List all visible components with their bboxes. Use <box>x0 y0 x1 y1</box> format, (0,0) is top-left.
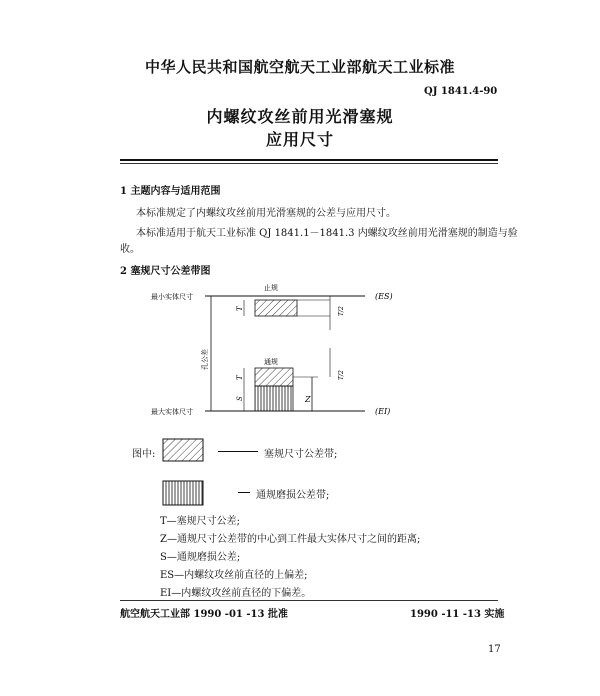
standard-code: QJ 1841.4-90 <box>424 86 498 97</box>
definition-z: Z—通规尺寸公差带的中心到工件最大实体尺寸之间的距离; <box>160 534 421 545</box>
title-rule-thick <box>120 159 498 161</box>
section-1-para-1: 本标准规定了内螺纹攻丝前用光滑塞规的公差与应用尺寸。 <box>136 208 396 219</box>
section-1-heading: 1 主题内容与适用范围 <box>120 186 221 197</box>
legend-vertical-swatch <box>162 480 204 506</box>
go-gauge-band <box>255 368 293 386</box>
z-label: Z <box>305 395 311 404</box>
es-label: (ES) <box>375 292 393 301</box>
legend-hatch-swatch <box>162 438 204 462</box>
ei-label: (EI) <box>375 407 391 416</box>
title-rule-thin <box>120 163 498 164</box>
go-t-label: T <box>236 375 244 380</box>
hole-tolerance-label: 孔公差 <box>201 349 209 370</box>
legend-vertical-label: 通规磨损公差带; <box>256 490 330 501</box>
no-go-t-label: T <box>236 306 244 311</box>
approval-date: 航空航天工业部 1990 -01 -13 批准 <box>120 609 288 620</box>
no-go-half-t-label: T/2 <box>338 306 345 316</box>
go-half-t-label: T/2 <box>338 370 345 380</box>
standard-header: 中华人民共和国航空航天工业部航天工业标准 <box>144 58 455 76</box>
min-material-size-label: 最小实体尺寸 <box>151 293 193 301</box>
tolerance-diagram <box>140 278 410 428</box>
legend-hatch-label: 塞规尺寸公差带; <box>264 449 338 460</box>
section-1-para-2-line-1: 本标准适用于航天工业标准 QJ 1841.1－1841.3 内螺纹攻丝前用光滑塞规的制造与验 <box>136 228 518 239</box>
definition-ei: EI—内螺纹攻丝前直径的下偏差。 <box>160 588 312 599</box>
legend-vertical-leader <box>238 492 250 493</box>
max-material-size-label: 最大实体尺寸 <box>151 408 193 416</box>
definition-s: S—通规磨损公差; <box>160 552 241 563</box>
go-gauge-label: 通规 <box>264 358 278 366</box>
section-2-heading: 2 塞规尺寸公差带图 <box>120 266 211 277</box>
definition-es: ES—内螺纹攻丝前直径的上偏差; <box>160 570 308 581</box>
no-go-gauge-band <box>255 300 297 316</box>
document-subtitle: 应用尺寸 <box>265 130 334 149</box>
document-title: 内螺纹攻丝前用光滑塞规 <box>206 107 394 126</box>
no-go-gauge-label: 止规 <box>264 284 278 292</box>
go-wear-band <box>255 386 293 411</box>
implementation-date: 1990 -11 -13 实施 <box>410 609 505 620</box>
page-number: 17 <box>488 644 501 655</box>
legend-hatch-leader <box>218 451 258 452</box>
legend-prefix: 图中: <box>132 449 156 460</box>
definition-t: T—塞规尺寸公差; <box>160 516 241 527</box>
section-1-para-2-line-2: 收。 <box>120 244 140 255</box>
footer-rule <box>120 600 498 601</box>
go-s-label: S <box>236 396 244 401</box>
